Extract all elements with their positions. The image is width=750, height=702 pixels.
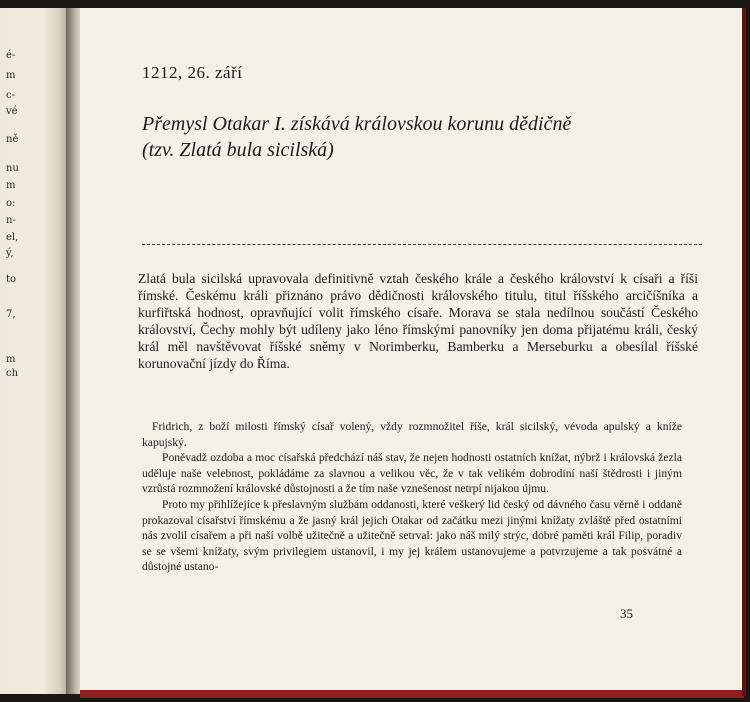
facing-page-fragment: nu — [6, 163, 19, 174]
entry-title — [142, 111, 702, 163]
entry-date: 1212, 26. září — [142, 63, 243, 82]
facing-page-fragment: vé — [6, 106, 18, 117]
facing-page-fragment: to — [6, 274, 17, 285]
page-number: 35 — [620, 606, 633, 621]
facing-page-fragment: ch — [6, 368, 19, 379]
facing-page-fragment: o: — [6, 198, 16, 209]
entry-title-line: Přemysl Otakar I. získává královskou korunu dědičně — [142, 113, 572, 135]
intro-paragraph: Zlatá bula sicilská upravovala definitivně vztah českého krále a českého království k císaři a říši římské. Českému králi přiznáno právo dědičnosti královského titulu, titul říšského arcičíšníka a kurfiřtská hodnost, opravňující volit římského císaře. Morava se stala nedílnou součástí Českého království, Čechy mohly být udíleny jako léno římskými panovníky jen doma přijatému králi, český král měl navštěvovat říšské sněmy v Norimberku, Bamberku a Merseburku a obesílal říšské korunovační jízdy do Říma. — [138, 271, 698, 371]
entry-subtitle-line: (tzv. Zlatá bula sicilská) — [142, 139, 334, 161]
section-divider — [142, 244, 702, 245]
source-paragraph: Fridrich, z boží milosti římský císař volený, vždy rozmnožitel říše, král sicilský, vévoda apulský a kníže kapujský. — [142, 420, 682, 449]
facing-page-fragment: m — [6, 354, 16, 365]
book-cover-edge-right — [742, 8, 746, 696]
facing-page-fragment: ý, — [6, 248, 14, 259]
book-page — [80, 8, 742, 690]
source-paragraph: Poněvadž ozdoba a moc císařská předchází náš stav, že nejen hodnosti ostatních knížat, nýbrž i královská žezla uděluje naše velebnost, pokládáme za slavnou a velikou věc, že v tak velikém dobrodiní naší štědrosti i jiným vzrůstá rozmnožení královské důstojnosti a že tím naše vznešenost netrpí nijakou újmu. — [142, 451, 682, 496]
facing-page-fragment: m — [6, 70, 16, 81]
facing-page-fragment: m — [6, 180, 16, 191]
facing-page-fragment: é- — [6, 50, 16, 61]
facing-page-fragment: ně — [6, 134, 19, 145]
facing-page-fragment: 7, — [6, 309, 16, 320]
facing-page-fragment: n- — [6, 215, 16, 226]
source-text — [142, 419, 682, 575]
facing-page-edge — [0, 8, 70, 694]
facing-page-fragment: el, — [6, 232, 19, 243]
source-paragraph: Proto my přihlížejíce k přeslavným službám oddanosti, které veškerý lid český od dávného času věrně i oddaně prokazoval císařství římskému a že jasný král jejich Otakar od začátku mezi jinými knížaty zvláště před ostatními nás zvolil císařem a při naší volbě užitečně a užitečně setrval: jako náš milý strýc, dobré paměti král Filip, poradiv se se všemi knížaty, svým privilegiem ustanovil, i my jej králem ustanovujeme a potvrzujeme a tak posvátné a důstojné ustano- — [142, 497, 682, 574]
facing-page-fragment: c- — [6, 90, 15, 101]
